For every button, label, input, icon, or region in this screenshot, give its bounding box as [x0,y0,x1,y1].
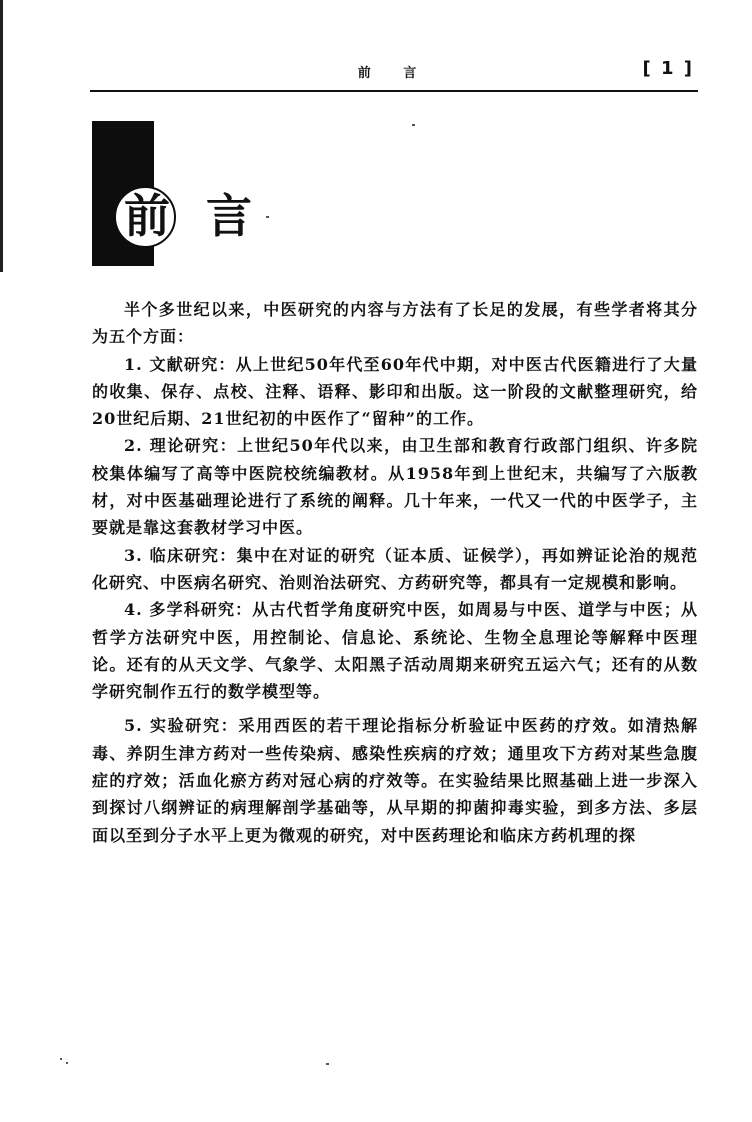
running-head [90,58,698,90]
section-5-paragraph: 5. 实验研究：采用西医的若干理论指标分析验证中医药的疗效。如清热解毒、养阴生津方药对一些传染病、感染性疾病的疗效；通里攻下方药对某些急腹症的疗效；活血化瘀方药对冠心病的疗效等。在实验结果比照基础上进一步深入到探讨八纲辨证的病理解剖学基础等，从早期的抑菌抑毒实验，到多方法、多层面以至到分子水平上更为微观的研究，对中医药理论和临床方药机理的探 [92,716,698,845]
running-title: 前 言 [357,66,431,81]
header-rule [90,90,698,92]
body-text [92,296,698,849]
scan-edge [0,0,3,272]
scan-speck [266,216,269,218]
section-2-paragraph: 2. 理论研究：上世纪50年代以来，由卫生部和教育行政部门组织、许多院校集体编写了高等中医院校统编教材。从1958年到上世纪末，共编写了六版教材，对中医基础理论进行了系统的阐释。几十年来，一代又一代的中医学子，主要就是靠这套教材学习中医。 [92,436,698,538]
intro-paragraph: 半个多世纪以来，中医研究的内容与方法有了长足的发展，有些学者将其分为五个方面： [92,300,698,347]
chapter-title-char-2: 言 [206,189,252,243]
scan-speck [60,1058,62,1060]
section-4-paragraph: 4. 多学科研究：从古代哲学角度研究中医，如周易与中医、道学与中医；从哲学方法研究中医，用控制论、信息论、系统论、生物全息理论等解释中医理论。还有的从天文学、气象学、太阳黑子活动周期来研究五运六气；还有的从数学研究制作五行的数学模型等。 [92,600,698,702]
scan-speck [66,1062,68,1064]
chapter-title-char-1: 前 [124,189,170,243]
page-number: [ 1 ] [642,58,694,79]
scan-speck [326,1063,329,1065]
scan-speck [412,124,415,126]
section-1-paragraph: 1. 文献研究：从上世纪50年代至60年代中期，对中医古代医籍进行了大量的收集、保存、点校、注释、语释、影印和出版。这一阶段的文献整理研究，给20世纪后期、21世纪初的中医作了“留种”的工作。 [92,354,698,429]
section-3-paragraph: 3. 临床研究：集中在对证的研究（证本质、证候学），再如辨证论治的规范化研究、中医病名研究、治则治法研究、方药研究等，都具有一定规模和影响。 [92,545,698,592]
